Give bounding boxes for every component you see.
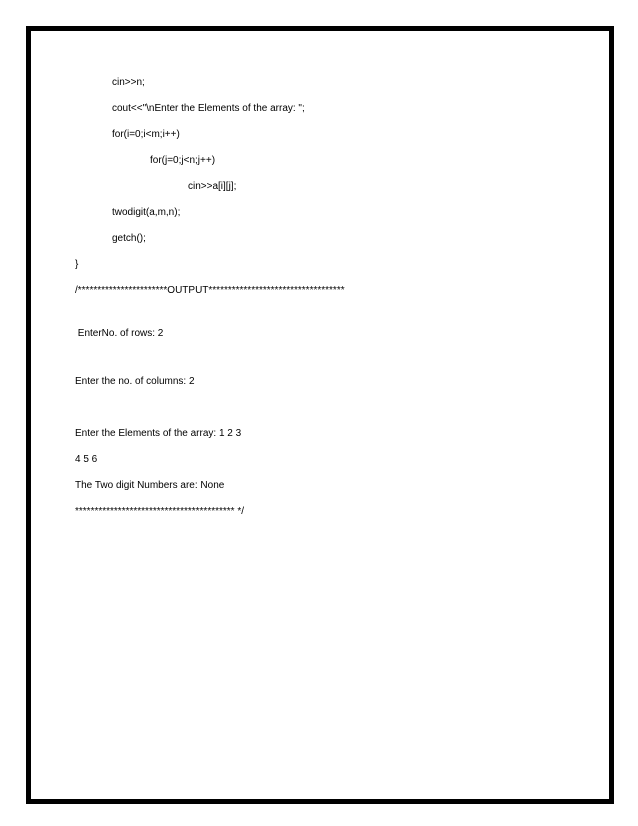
- output-line: EnterNo. of rows: 2: [75, 328, 164, 339]
- output-line: 4 5 6: [75, 454, 98, 465]
- code-line: getch();: [112, 233, 146, 244]
- code-line: twodigit(a,m,n);: [112, 207, 181, 218]
- output-line: The Two digit Numbers are: None: [75, 480, 225, 491]
- code-line: for(j=0;j<n;j++): [150, 155, 216, 166]
- code-line: for(i=0;i<m;i++): [112, 129, 180, 140]
- output-header: /***********************OUTPUT***********************************: [75, 285, 345, 296]
- code-line: }: [75, 259, 79, 270]
- output-line: Enter the no. of columns: 2: [75, 376, 195, 387]
- output-footer: ***************************************** */: [75, 506, 245, 517]
- code-line: cin>>n;: [112, 77, 145, 88]
- output-line: Enter the Elements of the array: 1 2 3: [75, 428, 242, 439]
- code-line: cin>>a[i][j];: [188, 181, 237, 192]
- code-line: cout<<"\nEnter the Elements of the array: ";: [112, 103, 305, 114]
- page-border: [26, 26, 614, 804]
